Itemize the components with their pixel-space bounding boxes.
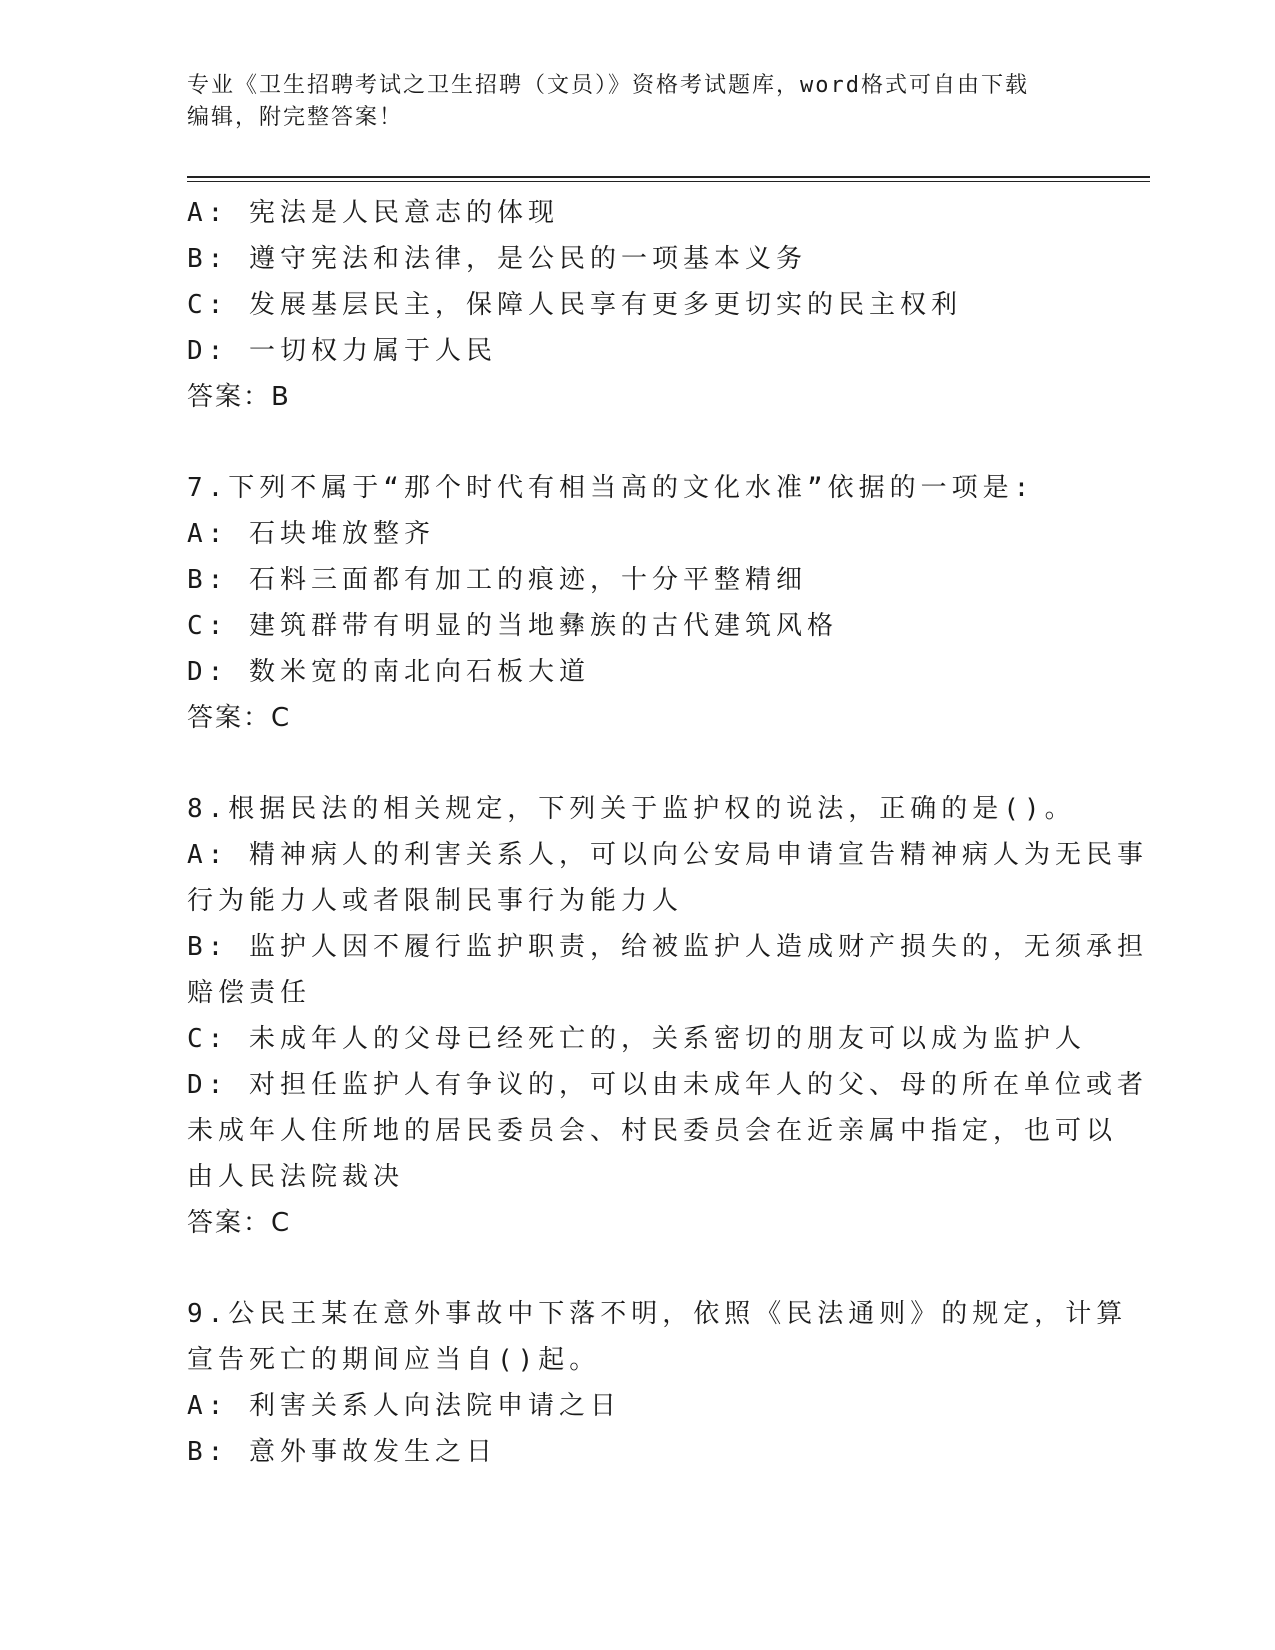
answer-line: 答案：B <box>187 382 291 412</box>
option-b-line-2: 赔偿责任 <box>187 978 312 1008</box>
header-line-2: 编辑，附完整答案！ <box>187 105 404 130</box>
question-7-block <box>187 465 1067 741</box>
option-c: C: 未成年人的父母已经死亡的，关系密切的朋友可以成为监护人 <box>187 1024 1086 1054</box>
question-8-block <box>187 786 1148 1246</box>
header-rule-thick <box>187 176 1150 178</box>
option-c: C: 建筑群带有明显的当地彝族的古代建筑风格 <box>187 611 838 641</box>
option-d: D: 一切权力属于人民 <box>187 336 497 366</box>
question-text: 7.下列不属于“那个时代有相当高的文化水准”依据的一项是: <box>187 473 1035 503</box>
option-d-line-1: D: 对担任监护人有争议的，可以由未成年人的父、母的所在单位或者 <box>187 1070 1148 1100</box>
option-a: A: 宪法是人民意志的体现 <box>187 198 559 228</box>
option-d-line-2: 未成年人住所地的居民委员会、村民委员会在近亲属中指定，也可以 <box>187 1116 1118 1146</box>
answer-line: 答案：C <box>187 703 292 733</box>
header-rule-thin <box>187 181 1150 182</box>
option-a: A: 利害关系人向法院申请之日 <box>187 1391 621 1421</box>
option-a-line-2: 行为能力人或者限制民事行为能力人 <box>187 886 684 916</box>
option-d-line-3: 由人民法院裁决 <box>187 1162 405 1192</box>
question-content <box>187 190 1148 1475</box>
answer-line: 答案：C <box>187 1208 292 1238</box>
option-b: B: 遵守宪法和法律，是公民的一项基本义务 <box>187 244 807 274</box>
question-9-block <box>187 1291 1128 1475</box>
question-text-line-2: 宣告死亡的期间应当自()起。 <box>187 1345 601 1375</box>
header-line-1: 专业《卫生招聘考试之卫生招聘（文员）》资格考试题库，word格式可自由下载 <box>187 73 1029 98</box>
option-c: C: 发展基层民主，保障人民享有更多更切实的民主权利 <box>187 290 962 320</box>
option-a: A: 石块堆放整齐 <box>187 519 435 549</box>
question-6-block <box>187 190 1067 420</box>
option-a-line-1: A: 精神病人的利害关系人，可以向公安局申请宣告精神病人为无民事 <box>187 840 1148 870</box>
option-b-line-1: B: 监护人因不履行监护职责，给被监护人造成财产损失的，无须承担 <box>187 932 1148 962</box>
option-d: D: 数米宽的南北向石板大道 <box>187 657 590 687</box>
option-b: B: 意外事故发生之日 <box>187 1437 497 1467</box>
document-header <box>187 70 1087 134</box>
option-b: B: 石料三面都有加工的痕迹，十分平整精细 <box>187 565 807 595</box>
question-text: 8.根据民法的相关规定，下列关于监护权的说法，正确的是()。 <box>187 794 1076 824</box>
question-text-line-1: 9.公民王某在意外事故中下落不明，依照《民法通则》的规定，计算 <box>187 1299 1128 1329</box>
